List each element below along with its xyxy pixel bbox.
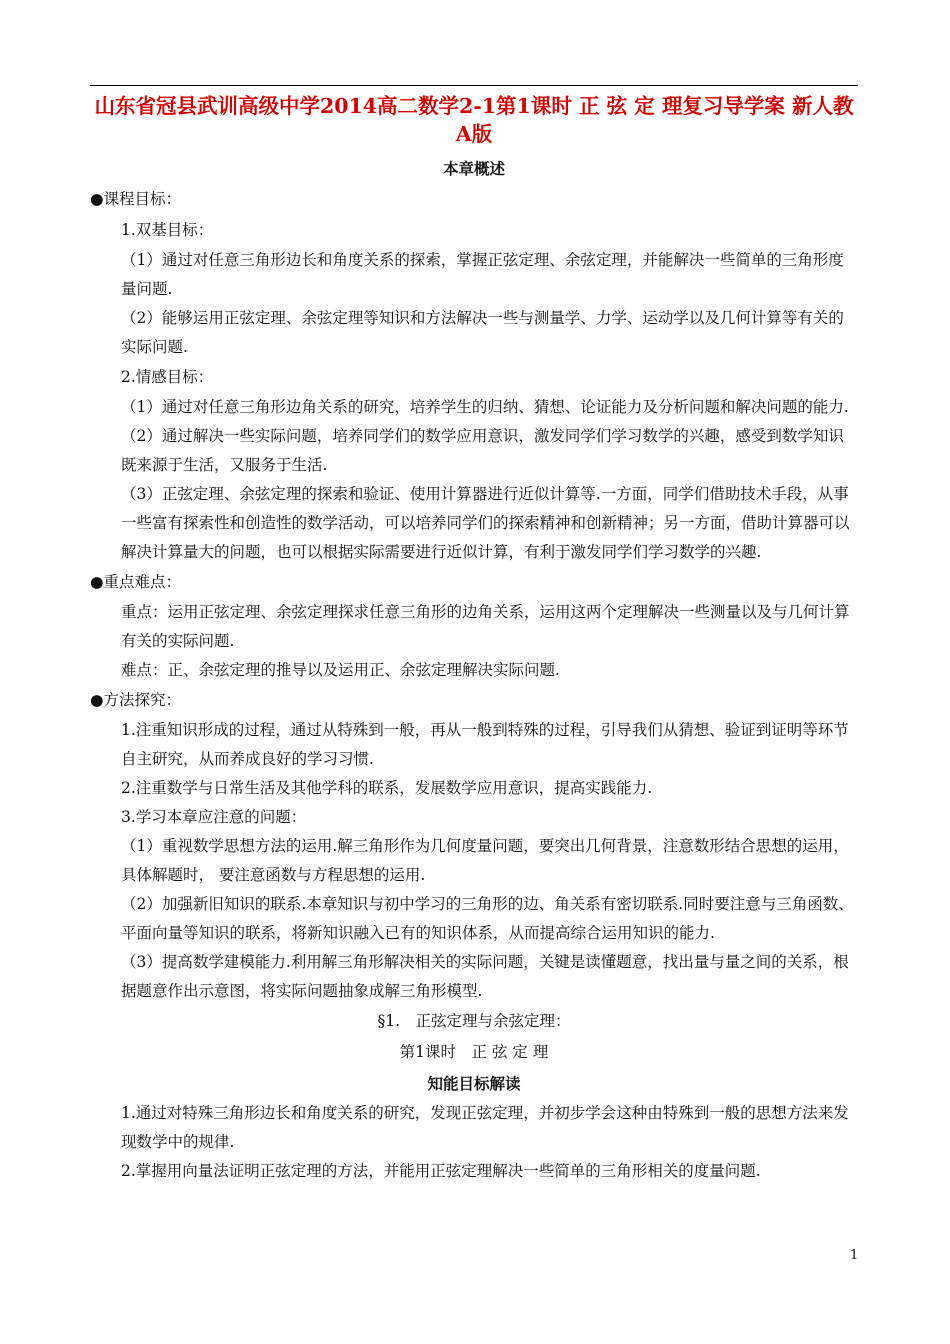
goal1-paragraph-2: （2）能够运用正弦定理、余弦定理等知识和方法解决一些与测量学、力学、运动学以及几何计算等有关的实际问题. (121, 309, 844, 356)
goal2-heading: 2.情感目标： (121, 368, 214, 386)
goal1-paragraph-1: （1）通过对任意三角形边长和角度关系的探索，掌握正弦定理、余弦定理，并能解决一些简单的三角形度量问题. (121, 251, 844, 298)
method-paragraph-2: 2.注重数学与日常生活及其他学科的联系，发展数学应用意识，提高实践能力. (121, 779, 653, 797)
method-paragraph-1: 1.注重知识形成的过程，通过从特殊到一般，再从一般到特殊的过程，引导我们从猜想、验证到证明等环节自主研究，从而养成良好的学习习惯. (121, 721, 849, 768)
header-rule (90, 85, 858, 86)
course-goals-heading: ●课程目标： (90, 190, 182, 208)
objectives-paragraph-1: 1.通过对特殊三角形边长和角度关系的研究，发现正弦定理，并初步学会这种由特殊到一般的思想方法来发现数学中的规律. (121, 1104, 849, 1151)
objectives-paragraph-2: 2.掌握用向量法证明正弦定理的方法，并能用正弦定理解决一些简单的三角形相关的度量问题. (121, 1162, 761, 1180)
method-paragraph-4: （1）重视数学思想方法的运用.解三角形作为几何度量问题，要突出几何背景，注意数形结合思想的运用，具体解题时， 要注意函数与方程思想的运用. (121, 837, 849, 884)
document-title: 山东省冠县武训高级中学2014高二数学2-1第1课时 正 弦 定 理复习导学案 新人教A版 (94, 94, 854, 146)
objectives-heading: 知能目标解读 (427, 1074, 521, 1093)
document-body (90, 153, 858, 1186)
page-number: 1 (850, 1248, 859, 1263)
method-paragraph-6: （3）提高数学建模能力.利用解三角形解决相关的实际问题，关键是读懂题意，找出量与量之间的关系，根据题意作出示意图，将实际问题抽象成解三角形模型. (121, 953, 849, 1000)
goal2-paragraph-1: （1）通过对任意三角形边角关系的研究，培养学生的归纳、猜想、论证能力及分析问题和解决问题的能力. (121, 398, 849, 416)
goal1-heading: 1.双基目标： (121, 221, 214, 239)
key-points-paragraph-2: 难点：正、余弦定理的推导以及运用正、余弦定理解决实际问题. (121, 661, 560, 679)
goal2-paragraph-3: （3）正弦定理、余弦定理的探索和验证、使用计算器进行近似计算等.一方面，同学们借助技术手段，从事一些富有探索性和创造性的数学活动，可以培养同学们的探索精神和创新精神；另一方面，借助计算器可以解决计算量大的问题，也可以根据实际需要进行近似计算，有利于激发同学们学习数学的兴趣. (121, 485, 850, 561)
method-paragraph-3: 3.学习本章应注意的问题： (121, 808, 307, 826)
section-heading: §1. 正弦定理与余弦定理： (377, 1012, 571, 1030)
chapter-overview-heading: 本章概述 (442, 159, 505, 178)
method-paragraph-5: （2）加强新旧知识的联系.本章知识与初中学习的三角形的边、角关系有密切联系.同时要注意与三角函数、平面向量等知识的联系，将新知识融入已有的知识体系，从而提高综合运用知识的能力. (121, 895, 854, 942)
lesson-heading: 第1课时 正 弦 定 理 (399, 1043, 549, 1061)
goal2-paragraph-2: （2）通过解决一些实际问题，培养同学们的数学应用意识，激发同学们学习数学的兴趣，感受到数学知识既来源于生活，又服务于生活. (121, 427, 844, 474)
key-points-paragraph-1: 重点：运用正弦定理、余弦定理探求任意三角形的边角关系，运用这两个定理解决一些测量以及与几何计算有关的实际问题. (121, 603, 850, 650)
method-heading: ●方法探究： (90, 691, 182, 709)
key-points-heading: ●重点难点： (90, 573, 182, 591)
